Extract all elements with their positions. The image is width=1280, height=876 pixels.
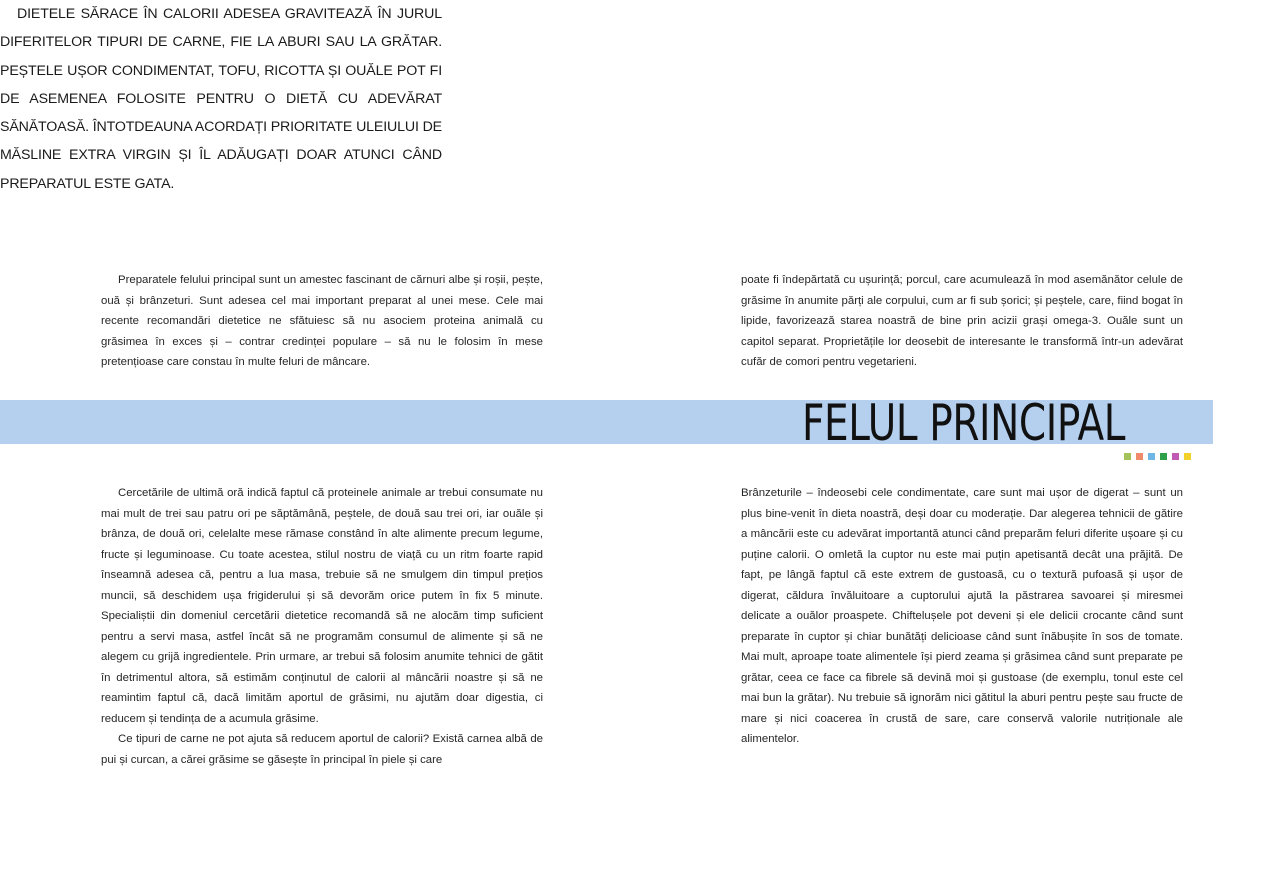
right-column-top — [741, 270, 1183, 373]
intro-paragraph: DIETELE SĂRACE ÎN CALORII ADESEA GRAVITEAZĂ ÎN JURUL DIFERITELOR TIPURI DE CARNE, FIE LA ABURI SAU LA GRĂTAR. PEȘTELE UȘOR CONDIMENTAT, TOFU, RICOTTA ȘI OUĂLE POT FI DE ASEMENEA FOLOSITE PENTRU O DIETĂ CU ADEVĂRAT SĂNĂTOASĂ. ÎNTOTDEAUNA ACORDAȚI PRIORITATE ULEIULUI DE MĂSLINE EXTRA VIRGIN ȘI ÎL ADĂUGAȚI DOAR ATUNCI CÂND PREPARATUL ESTE GATA. — [0, 6, 442, 192]
color-swatch — [1124, 453, 1131, 460]
paragraph: poate fi îndepărtată cu ușurință; porcul, care acumulează în mod asemănător celule de grăsime în anumite părți ale corpului, cum ar fi sub șorici; și peștele, care, fiind bogat în lipide, favorizează starea noastră de bine prin acizii grași omega-3. Ouăle sunt un capitol separat. Proprietățile lor deosebit de interesante le transformă într-un adevărat cufăr de comori pentru vegetarieni. — [741, 274, 1183, 368]
color-swatches — [1124, 453, 1191, 460]
intro-text-block — [0, 0, 442, 198]
color-swatch — [1136, 453, 1143, 460]
color-swatch — [1172, 453, 1179, 460]
paragraph: Ce tipuri de carne ne pot ajuta să reducem aportul de calorii? Există carnea albă de pui și curcan, a cărei grăsime se găsește în principal în piele și care — [101, 733, 543, 766]
paragraph: Preparatele felului principal sunt un amestec fascinant de cărnuri albe și roșii, pește, ouă și brânzeturi. Sunt adesea cel mai important preparat al unei mese. Cele mai recente recomandări dietetice ne sfătuiesc să nu asociem proteina animală cu grăsimea în exces și – contrar credinței populare – să nu le folosim în mese pretențioase care constau în multe feluri de mâncare. — [101, 274, 543, 368]
paragraph: Brânzeturile – îndeosebi cele condimentate, care sunt mai ușor de digerat – sunt un plus bine-venit în dieta noastră, deși doar cu moderație. Dar alegerea tehnicii de gătire a mâncării este cu adevărat importantă atunci când preparăm feluri diferite ușoare și cu puține calorii. O omletă la cuptor nu este mai puțin apetisantă decât una prăjită. De fapt, pe lângă faptul că este extrem de gustoasă, cu o textură pufoasă și ușor de digerat, căldura învăluitoare a cuptorului ajută la păstrarea savoarei și miresmei delicate a ouălor proaspete. Chiftelușele pot deveni și ele delicii crocante când sunt preparate în cuptor și chiar bunătăți delicioase când sunt înăbușite în sos de tomate. Mai mult, aproape toate alimentele își pierd zeama și grăsimea când sunt preparate pe grătar, ceea ce face ca fibrele să devină moi și gustoase (de exemplu, tonul este cel mai bun la grătar). Nu trebuie să ignorăm nici gătitul la aburi pentru pește sau fructe de mare și nici coacerea în crustă de sare, care conservă valorile nutriționale ale alimentelor. — [741, 487, 1183, 745]
paragraph: Cercetările de ultimă oră indică faptul că proteinele animale ar trebui consumate nu mai mult de trei sau patru ori pe săptămână, peștele, de două sau trei ori, iar ouăle și brânza, de două ori, celelalte mese rămase constând în alte alimente precum legume, fructe și leguminoase. Cu toate acestea, stilul nostru de viață cu un ritm foarte rapid înseamnă adesea că, pentru a lua masa, trebuie să ne smulgem din timpul prețios muncii, să deschidem ușa frigiderului și să devorăm orice putem în fix 5 minute. Specialiștii din domeniul cercetării dietetice recomandă să ne alocăm timp suficient pentru a servi masa, astfel încât să ne programăm consumul de alimente și să ne alegem cu grijă ingredientele. Prin urmare, ar trebui să folosim anumite tehnici de gătit în detrimentul altora, să estimăm conținutul de calorii al mâncării noastre și să ne reamintim faptul că, dacă limităm aportul de grăsimi, nu ajutăm doar digestia, ci reducem și tendința de a acumula grăsime. — [101, 487, 543, 725]
left-column-top — [101, 270, 543, 373]
left-column-bottom — [101, 483, 543, 770]
right-column-bottom — [741, 483, 1183, 750]
color-swatch — [1148, 453, 1155, 460]
color-swatch — [1160, 453, 1167, 460]
section-title: FELUL PRINCIPAL — [802, 394, 1126, 452]
color-swatch — [1184, 453, 1191, 460]
